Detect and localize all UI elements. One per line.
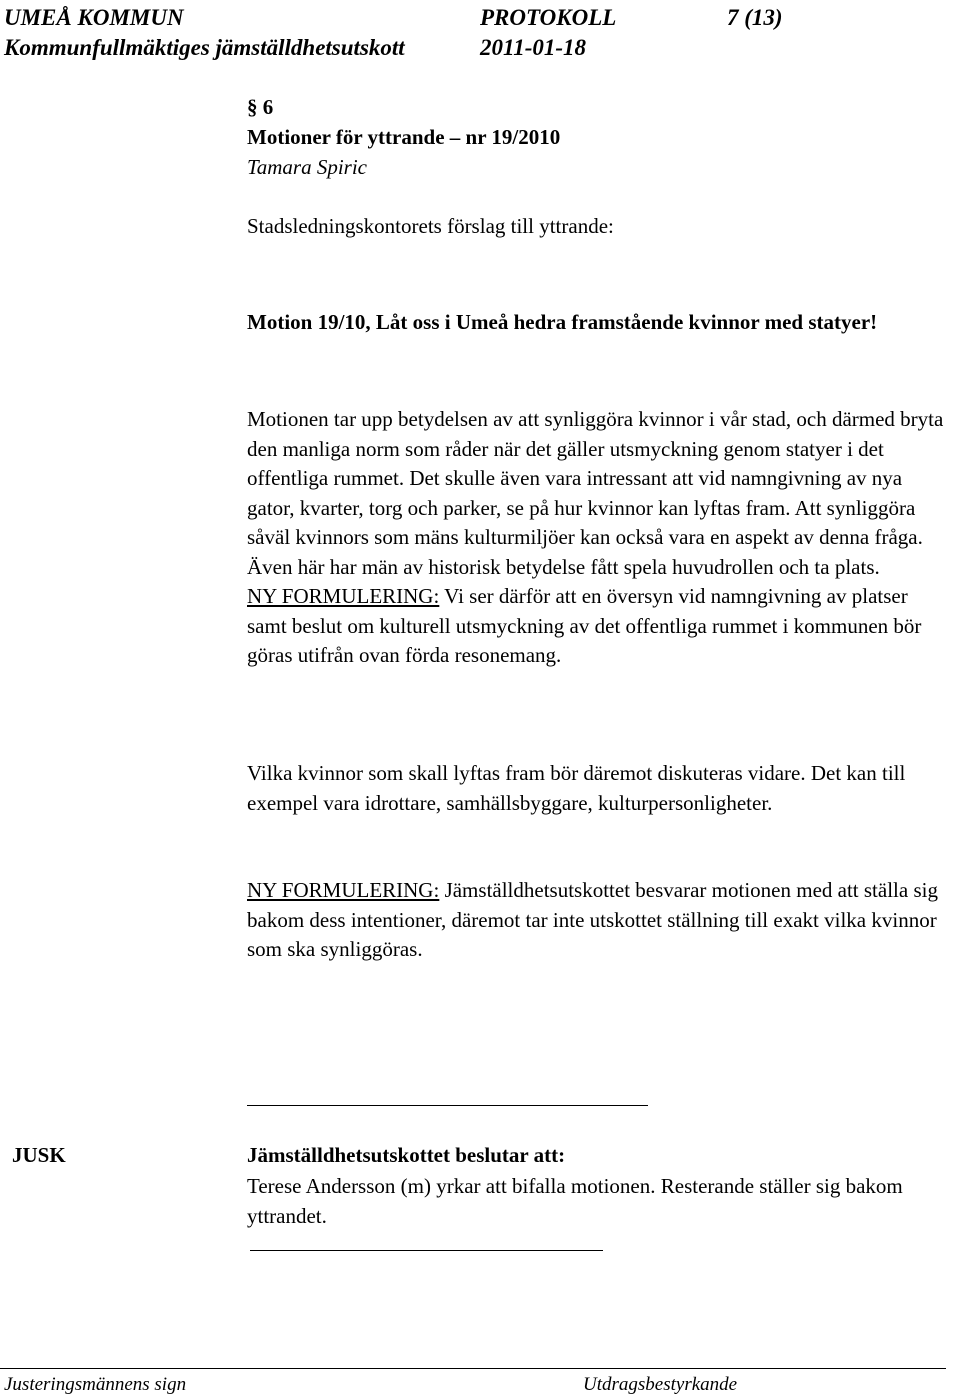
header-date: 2011-01-18 [480,35,587,60]
new-formulation-label-2: NY FORMULERING: [247,878,440,902]
section-number: § 6 [247,95,274,119]
header-page-number: 7 (13) [727,5,783,30]
paragraph-3-block [247,876,947,965]
footer-signature-label: Justeringsmännens sign [4,1374,187,1395]
paragraph-1: Motionen tar upp betydelsen av att synliggöra kvinnor i vår stad, och därmed bryta den manliga norm som råder när det gäller utsmyckning genom statyer i det offentliga rummet. Det skulle även vara intressant att vid namngivning av nya gator, kvarter, torg och parker, se på hur kvinnor kan lyftas fram. Att synliggöra såväl kvinnors som mäns kulturmiljöer kan också vara en aspekt av denna fråga. Även här har män av historisk betydelse fått spela huvudrollen och ta plats. [247,407,944,579]
decision-margin-label: JUSK [12,1143,66,1167]
footer-rule [0,1368,946,1369]
paragraph-1-new-formulation: Vi ser därför att en översyn vid namngivning av platser samt beslut om kulturell utsmyckning av det offentliga rummet i kommunen bör göras utifrån ovan förda resonemang. [247,584,922,667]
decision-heading: Jämställdhetsutskottet beslutar att: [247,1143,566,1167]
section-author: Tamara Spiric [247,155,368,179]
motion-body [247,405,952,671]
decision-end-line [250,1250,603,1251]
header-doc-type: PROTOKOLL [480,5,617,30]
header-committee: Kommunfullmäktiges jämställdhetsutskott [4,35,405,60]
proposal-heading: Stadsledningskontorets förslag till yttrande: [247,214,614,238]
paragraph-2: Vilka kvinnor som skall lyftas fram bör däremot diskuteras vidare. Det kan till exempel vara idrottare, samhällsbyggare, kulturpersonligheter. [247,761,906,815]
motion-title: Motion 19/10, Låt oss i Umeå hedra framstående kvinnor med statyer! [247,310,878,334]
separator-line [247,1105,648,1106]
decision-text: Terese Andersson (m) yrkar att bifalla motionen. Resterande ställer sig bakom yttrandet. [247,1174,903,1228]
new-formulation-label-1: NY FORMULERING: [247,584,440,608]
section-title: Motioner för yttrande – nr 19/2010 [247,125,561,149]
paragraph-3: Jämställdhetsutskottet besvarar motionen med att ställa sig bakom dess intentioner, däremot tar inte utskottet ställning till exakt vilka kvinnor som ska synliggöras. [247,878,938,961]
footer-extract-label: Utdragsbestyrkande [583,1374,738,1395]
header-org: UMEÅ KOMMUN [4,5,184,30]
